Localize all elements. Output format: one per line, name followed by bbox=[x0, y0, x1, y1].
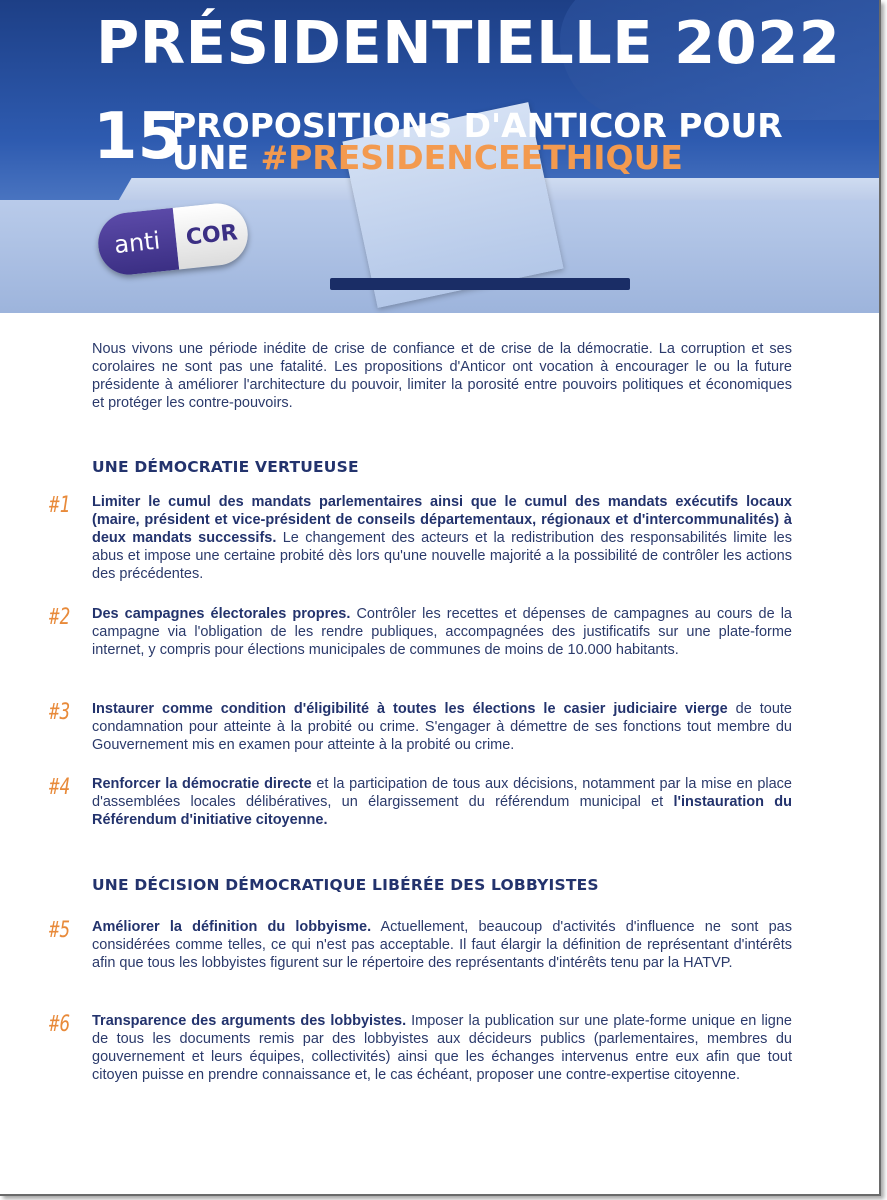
proposition-text: Contrôler les recettes et dépenses de campagnes au cours de la campagne via l'obligation de les rendre publiques, accompagnées des justificatifs sur une plate-forme internet, y compris pour élections municipales de communes de moins de 10.000 habitants. bbox=[92, 606, 792, 658]
header-banner bbox=[0, 0, 879, 313]
proposition-title-2: l'instauration du Référendum d'initiative citoyenne. bbox=[92, 794, 793, 828]
proposition-text: Imposer la publication sur une plate-forme unique en ligne de tous les documents remis par des lobbyistes aux décideurs publics (parlementaires, membres du gouvernement et leurs équipes, collectivités) ainsi que les échanges intervenus entre eux afin que tout citoyen puisse en prendre connaissance et, le cas échéant, proposer une contre-expertise citoyenne. bbox=[92, 1013, 792, 1083]
proposition-6 bbox=[92, 1012, 792, 1084]
proposition-number: #5 bbox=[49, 918, 71, 943]
page-title: PRÉSIDENTIELLE 2022 bbox=[96, 8, 841, 77]
proposition-number: #1 bbox=[49, 493, 71, 518]
proposition-3 bbox=[92, 700, 792, 754]
proposition-title: Transparence des arguments des lobbyistes. bbox=[92, 1013, 407, 1029]
proposition-title: Améliorer la définition du lobbyisme. bbox=[92, 919, 372, 935]
section-heading-1: UNE DÉMOCRATIE VERTUEUSE bbox=[92, 458, 359, 476]
proposition-text: et la participation de tous aux décisions, notamment par la mise en place d'assemblées locales délibératives, un élargissement du référendum municipal et bbox=[92, 776, 793, 810]
proposition-1 bbox=[92, 493, 792, 583]
proposition-title: Limiter le cumul des mandats parlementaires ainsi que le cumul des mandats exécutifs locaux (maire, président et vice-président de conseils départementaux, régionaux et d'intercommunalités) à deux mandats successifs. bbox=[92, 494, 792, 546]
subtitle-number: 15 bbox=[93, 100, 183, 174]
subtitle-prefix: UNE bbox=[172, 138, 261, 177]
proposition-number: #2 bbox=[49, 605, 71, 630]
intro-paragraph: Nous vivons une période inédite de crise de confiance et de crise de la démocratie. La corruption et ses corolaires ne sont pas une fatalité. Les propositions d'Anticor ont vocation à encourager le ou la future présidente à améliorer l'architecture du pouvoir, limiter la porosité entre pouvoirs politiques et économiques et protéger les contre-pouvoirs. bbox=[92, 341, 792, 411]
logo-right: COR bbox=[173, 200, 251, 269]
hashtag: #PRESIDENCEETHIQUE bbox=[260, 138, 683, 177]
proposition-text: Actuellement, beaucoup d'activités d'influence ne sont pas considérées comme telles, ce qui n'est pas acceptable. Il faut élargir la définition de représentant d'intérêts afin que tous les lobbyistes figurent sur le répertoire des représentants d'intérêts tenu par la HATVP. bbox=[92, 919, 792, 971]
proposition-4 bbox=[92, 775, 792, 829]
proposition-title: Renforcer la démocratie directe bbox=[92, 776, 312, 792]
logo-left: anti bbox=[95, 208, 179, 278]
proposition-title: Des campagnes électorales propres. bbox=[92, 606, 351, 622]
proposition-text: de toute condamnation pour atteinte à la probité ou crime. S'engager à démettre de ses fonctions tout membre du Gouvernement mis en examen pour atteinte à la probité ou crime. bbox=[92, 701, 792, 753]
proposition-number: #4 bbox=[49, 775, 71, 800]
intro-block bbox=[92, 340, 792, 412]
proposition-2 bbox=[92, 605, 792, 659]
proposition-number: #6 bbox=[49, 1012, 71, 1037]
proposition-title: Instaurer comme condition d'éligibilité à toutes les élections le casier judiciaire vierge bbox=[92, 701, 728, 717]
ballot-slot bbox=[330, 278, 630, 290]
subtitle-line-2 bbox=[172, 138, 683, 177]
proposition-5 bbox=[92, 918, 792, 972]
proposition-number: #3 bbox=[49, 700, 71, 725]
subtitle-line-1: PROPOSITIONS D'ANTICOR POUR bbox=[172, 106, 783, 145]
proposition-text: Le changement des acteurs et la redistribution des responsabilités limite les abus et impose une certaine probité dès lors qu'une nouvelle majorité a la possibilité de contrôler les actions des précédentes. bbox=[92, 530, 792, 582]
section-heading-2: UNE DÉCISION DÉMOCRATIQUE LIBÉRÉE DES LOBBYISTES bbox=[92, 876, 599, 894]
